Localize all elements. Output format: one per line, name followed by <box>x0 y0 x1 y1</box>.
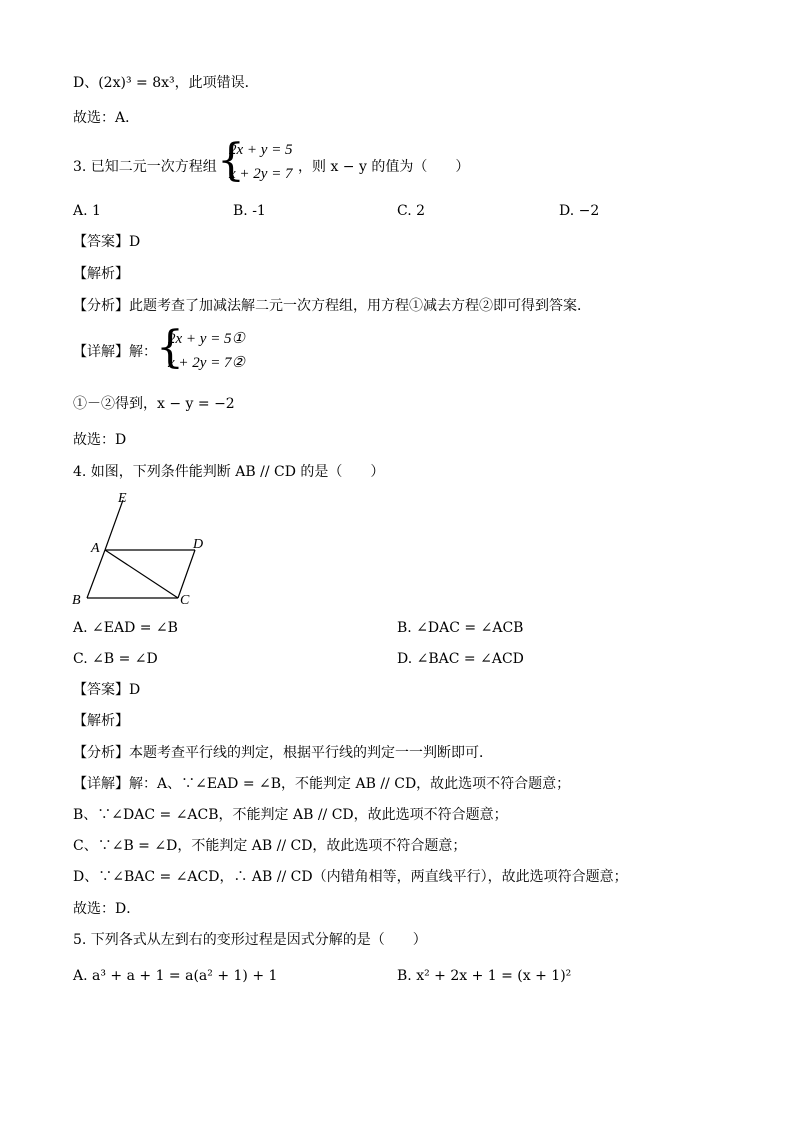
q4-answer: 【答案】D <box>73 682 141 698</box>
q3-detail-eq-1: 2x + y = 5① <box>168 331 246 347</box>
q4-title: 4. 如图，下列条件能判断 AB // CD 的是（ ） <box>73 464 385 480</box>
label-e: E <box>118 491 127 506</box>
q4-detail-b: B、∵∠DAC = ∠ACB，不能判定 AB // CD，故此选项不符合题意； <box>73 807 508 823</box>
brace-icon: { <box>217 135 245 186</box>
line-option-d-prev: D、(2x)³ = 8x³，此项错误． <box>73 75 259 91</box>
segment-dc <box>178 550 195 598</box>
q3-detail-prefix: 【详解】解： <box>73 344 157 360</box>
q3-prefix: 3. 已知二元一次方程组 <box>73 159 217 175</box>
q4-analysis: 【分析】本题考查平行线的判定，根据平行线的判定一一判断即可． <box>73 745 493 761</box>
q3-analysis-heading: 【解析】 <box>73 266 129 282</box>
line-choose-a: 故选：A． <box>73 110 140 126</box>
label-b: B <box>72 593 81 608</box>
q3-equation-system <box>217 135 297 188</box>
q3-analysis: 【分析】此题考查了加减法解二元一次方程组，用方程①减去方程②即可得到答案． <box>73 298 591 314</box>
label-d: D <box>193 537 204 552</box>
q3-detail-eq-2: x + 2y = 7② <box>168 355 246 371</box>
q3-option-a: A. 1 <box>73 203 101 219</box>
q4-detail-a: 【详解】解：A、∵∠EAD = ∠B，不能判定 AB // CD，故此选项不符合题意； <box>73 776 571 792</box>
q5-title: 5. 下列各式从左到右的变形过程是因式分解的是（ ） <box>73 932 427 948</box>
q3-option-c: C. 2 <box>397 203 426 219</box>
q3-option-d: D. −2 <box>559 203 600 219</box>
label-a: A <box>91 541 100 556</box>
segment-ab <box>87 550 105 598</box>
q3-choose: 故选：D <box>73 432 127 448</box>
q3-equation-2: x + 2y = 7 <box>229 166 293 182</box>
q3-answer: 【答案】D <box>73 234 141 250</box>
q4-analysis-heading: 【解析】 <box>73 713 129 729</box>
q3-detail-system <box>156 322 256 375</box>
q3-suffix: ，则 x − y 的值为（ ） <box>298 159 470 175</box>
segment-ac <box>105 550 178 598</box>
q4-detail-d: D、∵∠BAC = ∠ACD，∴ AB // CD（内错角相等，两直线平行），故此选项符合题意； <box>73 869 628 885</box>
q4-option-a: A. ∠EAD = ∠B <box>73 620 178 636</box>
q3-option-b: B. -1 <box>233 203 266 219</box>
brace-icon: { <box>156 322 184 373</box>
segment-ae <box>105 500 123 550</box>
q4-choose: 故选：D． <box>73 901 141 917</box>
q3-equation-1: 2x + y = 5 <box>229 142 293 158</box>
q4-option-d: D. ∠BAC = ∠ACD <box>397 651 524 667</box>
q3-result: ①－②得到，x − y = −2 <box>73 396 235 412</box>
q4-option-b: B. ∠DAC = ∠ACB <box>397 620 524 636</box>
label-c: C <box>180 593 190 608</box>
q5-option-a: A. a³ + a + 1 = a(a² + 1) + 1 <box>73 968 278 984</box>
q4-option-c: C. ∠B = ∠D <box>73 651 158 667</box>
q4-detail-c: C、∵∠B = ∠D，不能判定 AB // CD，故此选项不符合题意； <box>73 838 467 854</box>
q4-geometry-figure <box>68 490 208 610</box>
q5-option-b: B. x² + 2x + 1 = (x + 1)² <box>397 968 572 984</box>
